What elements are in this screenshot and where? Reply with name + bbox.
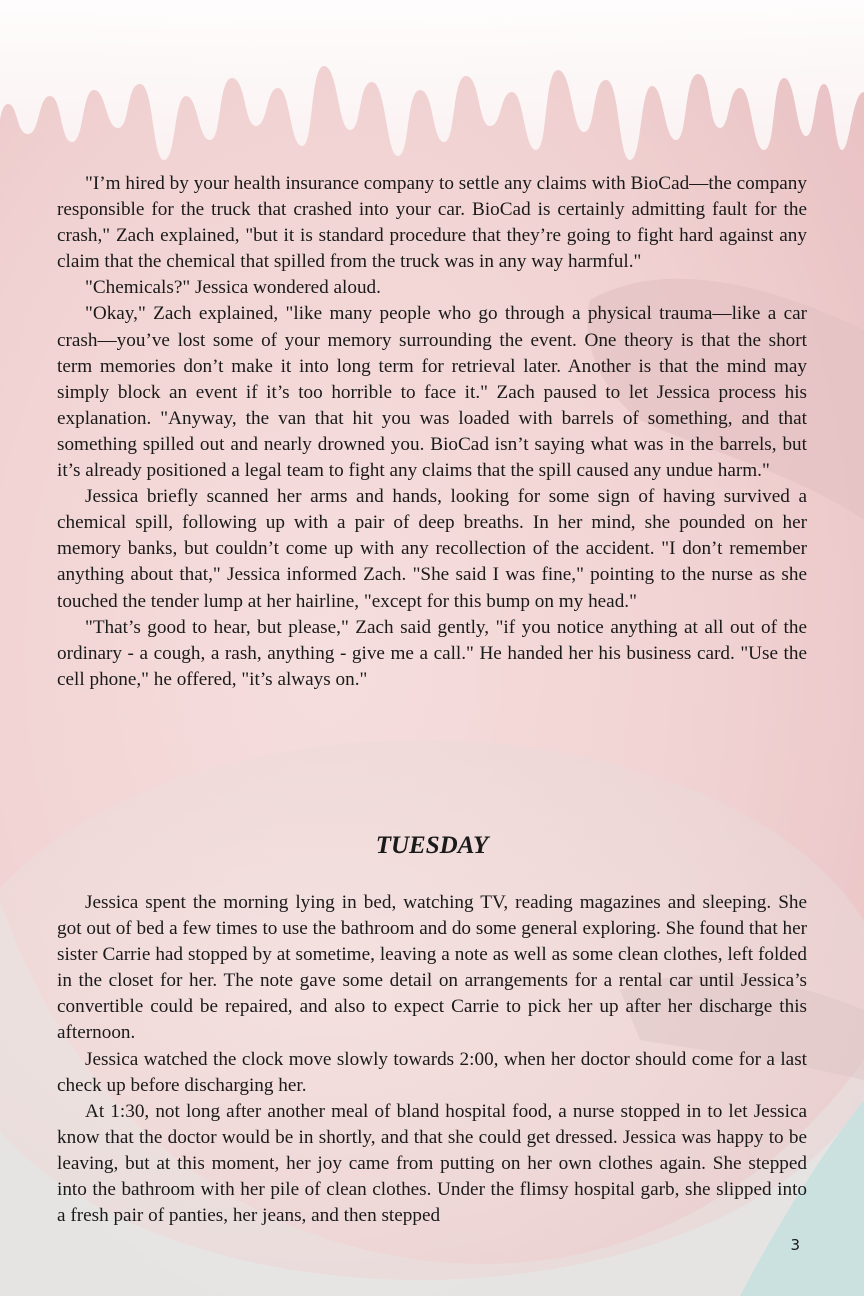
paragraph: Jessica spent the morning lying in bed, watching TV, reading magazines and sleeping. She got out of bed a few times to use the bathroom and do some general exploring. She found that her sister Carrie had stopped by at sometime, leaving a note as well as some clean clothes, left folded in the closet for her. The note gave some detail on arrangements for a rental car until Jessica’s convertible could be repaired, and also to expect Carrie to pick her up after her discharge this afternoon. [57, 892, 807, 1044]
paragraph: Jessica briefly scanned her arms and hands, looking for some sign of having survived a chemical spill, following up with a pair of deep breaths. In her mind, she pounded on her memory banks, but couldn’t come up with any recollection of the accident. "I don’t remember anything about that," Jessica informed Zach. "She said I was fine," pointing to the nurse as she touched the tender lump at her hairline, "except for this bump on my head." [57, 486, 807, 612]
paragraph: "That’s good to hear, but please," Zach said gently, "if you notice anything at all out of the ordinary - a cough, a rash, anything - give me a call." He handed her his business card. "Use the cell phone," he offered, "it’s always on." [57, 616, 807, 690]
story-text-part1 [57, 171, 807, 693]
paragraph: At 1:30, not long after another meal of bland hospital food, a nurse stopped in to let Jessica know that the doctor would be in shortly, and that she could get dressed. Jessica was happy to be leaving, but at this moment, her joy came from putting on her own clothes again. She stepped into the bathroom with her pile of clean clothes. Under the flimsy hospital garb, she slipped into a fresh pair of panties, her jeans, and then stepped [57, 1100, 807, 1227]
paragraph: "Chemicals?" Jessica wondered aloud. [85, 277, 381, 299]
story-text-part2 [57, 890, 807, 1229]
paragraph: Jessica watched the clock move slowly towards 2:00, when her doctor should come for a last check up before discharging her. [57, 1048, 807, 1096]
section-heading: TUESDAY [375, 832, 489, 859]
paragraph: "Okay," Zach explained, "like many people who go through a physical trauma—like a car crash—you’ve lost some of your memory surrounding the event. One theory is that the short term memories don’t make it into long term for retrieval later. Another is that the mind may simply block an event if it’s too horrible to face it." Zach paused to let Jessica process his explanation. "Anyway, the van that hit you was loaded with barrels of something, and that something spilled out and nearly drowned you. BioCad isn’t saying what was in the barrels, but it’s already positioned a legal team to fight any claims that the spill caused any undue harm." [57, 303, 807, 482]
paragraph: "I’m hired by your health insurance company to settle any claims with BioCad—the company responsible for the truck that crashed into your car. BioCad is certainly admitting fault for the crash," Zach explained, "but it is standard procedure that they’re going to fight hard against any claim that the chemical that spilled from the truck was in any way harmful." [57, 173, 807, 273]
page-number: 3 [790, 1236, 800, 1254]
